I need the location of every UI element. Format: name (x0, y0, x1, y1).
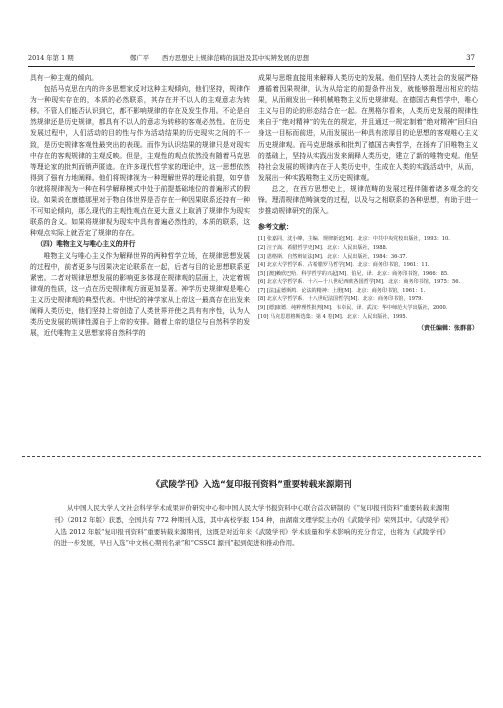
header-rule (28, 66, 475, 67)
left-column (30, 73, 250, 445)
right-column (258, 73, 478, 463)
reference-item: [4] 北京大学哲学系．古希腊罗马哲学[M]．北京：商务印书馆，1961：11. (258, 262, 430, 269)
reference-item: [3] 恩格斯．自然辩证法[M]．北京：人民出版社，1984：36-37. (258, 253, 408, 260)
reference-item: [5] [澳]赖欣巴哈．科学哲学的兴起[M]．伯尼，译．北京：商务印书馆，1966：85. (258, 270, 449, 277)
section-divider (22, 456, 481, 457)
issue-label: 2014 年第 1 期 (28, 54, 74, 62)
header-author: 鄭广平 (130, 54, 150, 62)
reference-item: [1] 张嘉同，沈小峰，主编．规律新论[M]．北京：中共中央党校出版社，1993：10. (258, 236, 450, 243)
reference-item: [8] 北京大学哲学系．十八世纪法国哲学[M]．北京：商务印书馆，1979. (258, 296, 424, 303)
paragraph: 成果与思维直接用来解释人类历史的发展。他们坚持人类社会的发展严格遵循着因果规律，认为从给定的前提条件出发，就能够推理出相应的结果，从而阐发出一种机械唯物主义历史规律观。在德国古典哲学中，唯心主义与目的论的形态结合在一起。在黑格尔看来，人类历史发展的规律性来自于“绝对精神”的先在的规定，并且通过一规定制着“绝对精神”回归自身这一目标而前进，从而发展出一种具有浓厚目的论思想的客观唯心主义历史规律观。而马克思继承和批判了德国古典哲学，在扬弃了旧唯物主义的基础上，坚持从实践出发来阐释人类历史，建立了新的唯物史观。他坚持社会发展的规律内在于人类历史中，生成在人类的实践活动中，从而，发展出一种实践唯物主义历史规律观。 (258, 74, 478, 182)
reference-item: [2] 汪子嵩．希腊哲学史[M]．北京：人民出版社，1988. (258, 244, 388, 251)
paragraph: 具有一种主观的倾向。 (30, 74, 98, 82)
running-header (28, 52, 475, 64)
reference-item: [10] 马克思恩格斯选集：第 4 卷[M]．北京：人民出版社，1995. (258, 313, 408, 320)
section-subhead: （四）唯物主义与唯心主义的并行 (36, 240, 136, 249)
reference-item: [6] 北京大学哲学系．十六—十八世纪西欧各国哲学[M]．北京：商务印书馆，1975：56. (258, 279, 461, 286)
reference-list (258, 235, 478, 321)
notice-title: 《武陵学刊》入选“复印报刊资料”重要转载来源期刊 (151, 480, 352, 490)
paragraph: 唯物主义与唯心主义作为解释世界的两种哲学立场，在规律思想发展的过程中，前者更多与因果决定论联系在一起，后者与目的论思想联系更紧密。二者对规律思想发展的影响更多体现在规律观的层面上，决定着规律观的性质，这一点在历史规律观方面更加显著。神学历史规律观是唯心主义历史规律观的典型代表。中世纪的神学家从上帝这一最高存在出发来阐释人类历史，他们坚持上帝创造了人类世界并使之具有有序性，认为人类历史发展的规律性源自于上帝的安排。随着上帝的退位与自然科学的发展，近代唯物主义思想家将自然科学的 (30, 251, 250, 338)
reference-item: [9] [德]康德．纯粹理性批判[M]．韦卓民，译．武汉：华中师范大学出版社，2000. (258, 305, 448, 312)
paragraph: 总之，在西方思想史上，规律范畴的发展过程伴随着诸多观念的交锋。理清规律范畴演变的过程，以及与之相联系的各种思想，有助于进一步推动规律研究的深入。 (258, 184, 478, 216)
reference-item: [7] [法]孟德斯鸠．论法的精神：上册[M]．北京：商务印书馆，1961：1. (258, 287, 426, 294)
page-number: 37 (466, 54, 475, 62)
notice-body (54, 503, 449, 550)
responsible-editor: （责任编辑：张群喜） (417, 325, 478, 333)
paragraph: 包括马克思在内的许多思想家反对这种主观倾向，他们坚持，规律作为一种现实存在的，本质的必然联系，其存在并不以人的主观意志为转移。不管人们能否认识到它，都不影响规律的存在及发生作用。不论是自然规律还是历史规律，都具有不以人的意志为转移的客观必然性。在历史发展过程中，人们活动的目的性与作为活动结果的历史现实之间的不一致，是历史规律客观性最突出的表现。而作为认识结果的规律只是对现实中存在的客观规律的主观反映。但是，主观性的观点依然没有随着马克思等理论家的批判而销声匿迹。在许多现代哲学家的理论中，这一思想依然得到了强有力地阐释。他们将规律视为一种理解世界的理论前提，如亨普尔就将规律视为一种在科学解释模式中处于前提基础地位的普遍形式的假设。如果说在康德那里对于物自体世界是否存在一种因果联系还持有一种不可知论倾向，那么现代的主观性观点在更大意义上取消了规律作为现实联系的含义。如果将规律视为现实中具有普遍必然性的，本质的联系，这种观点实际上就否定了规律的存在。 (30, 85, 250, 238)
running-title: 西方思想史上规律范畴的演进及其中实辨发展的思想 (162, 54, 309, 62)
notice-paragraph: 从中国人民大学人文社会科学学术成果评价研究中心和中国人民大学书报资料中心联合首次研制的《“复印报刊资料”重要转载来源期刊》（2012 年版）获悉，全国共有 772 种期刊入选，其中高校学报 154 种，由湖南文理学院主办的《武陵学刊》荣列其中。《武陵学刊》入选 2012 年版“复印报刊资料”重要转载来源期刊，这既是对近年来《武陵学刊》学术质量和学术影响的充分肯定，也将为《武陵学刊》的进一步发展，早日入选“中文核心期刊名录”和“CSSCI 源刊”起到促进和推动作用。 (54, 504, 449, 548)
references-heading: 参考文献： (258, 223, 293, 232)
